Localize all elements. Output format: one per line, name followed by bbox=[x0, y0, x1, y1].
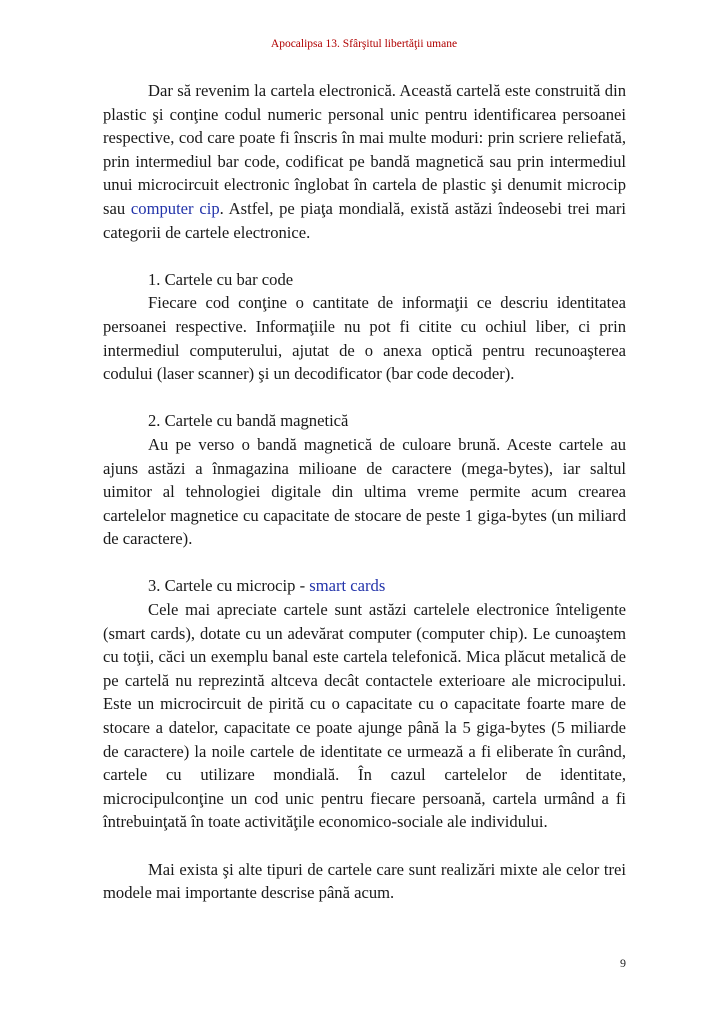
closing-paragraph: Mai exista şi alte tipuri de cartele care sunt realizări mixte ale celor trei modele mai importante descrise până acum. bbox=[103, 859, 626, 903]
spacer bbox=[103, 244, 626, 268]
section1-paragraph: Fiecare cod conţine o cantitate de informaţii ce descriu identitatea persoanei respective. Informaţiile nu pot fi citite cu ochiul liber, ci prin intermediul computerului, ajutat de o anexa optică pentru recunoaşterea codului (laser scanner) şi un decodificator (bar code decoder). bbox=[103, 293, 626, 384]
smart-cards-link[interactable]: smart cards bbox=[309, 576, 386, 596]
section3-heading-prefix: 3. Cartele cu microcip - bbox=[148, 576, 310, 596]
spacer bbox=[103, 834, 626, 858]
spacer bbox=[103, 386, 626, 410]
running-header: Apocalipsa 13. Sfârşitul libertăţii umane bbox=[270, 38, 458, 50]
intro-text-before: Dar să revenim la cartela electronică. Această cartelă este construită din plastic şi conţine codul numeric personal unic pentru identificarea persoanei respective, cod care poate fi înscris în mai multe moduri: prin scriere reliefată, prin intermediul bar code, codificat pe bandă magnetică sau prin intermediul unui microcircuit electronic înglobat în cartela de plastic şi denumit microcip sau bbox=[103, 81, 626, 218]
page-number: 9 bbox=[620, 956, 626, 970]
intro-paragraph bbox=[103, 79, 626, 244]
body-text bbox=[103, 79, 626, 905]
section1-heading: 1. Cartele cu bar code bbox=[148, 269, 294, 289]
section3-paragraph: Cele mai apreciate cartele sunt astăzi cartelele electronice înteligente (smart cards), dotate cu un adevărat computer (computer chip). Le cunoaştem cu toţii, căci un exemplu banal este cartela telefonică. Mica plăcut metalică de pe cartelă nu reprezintă altceva decât contactele exterioare ale microcipului. Este un microcircuit de pirită cu o capacitate cu o capacitate foarte mare de stocare a datelor, capacitate ce poate ajunge până la 5 giga-bytes (5 miliarde de caractere) la noile cartele de identitate ce urmează a fi eliberate în curând, cartele cu utilizare mondială. În cazul cartelelor de identitate, microcipulconţine un cod unic pentru fiecare persoană, cartela urmând a fi întrebuinţată în toate activităţile economico-sociale ale individului. bbox=[103, 600, 626, 832]
section3-heading bbox=[103, 574, 626, 598]
section2-paragraph: Au pe verso o bandă magnetică de culoare brună. Aceste cartele au ajuns astăzi a înmagazina milioane de caractere (mega-bytes), iar saltul uimitor al tehnologiei digitale din ultima vreme permite acum crearea cartelelor magnetice cu capacitate de stocare de peste 1 giga-bytes (un miliard de caractere). bbox=[103, 434, 626, 549]
intro-text-after: . Astfel, pe piaţa mondială, există astăzi îndeosebi trei mari categorii de cartele electronice. bbox=[103, 198, 626, 242]
section2-heading: 2. Cartele cu bandă magnetică bbox=[148, 411, 349, 431]
computer-cip-link[interactable]: computer cip bbox=[130, 198, 220, 218]
spacer bbox=[103, 551, 626, 575]
